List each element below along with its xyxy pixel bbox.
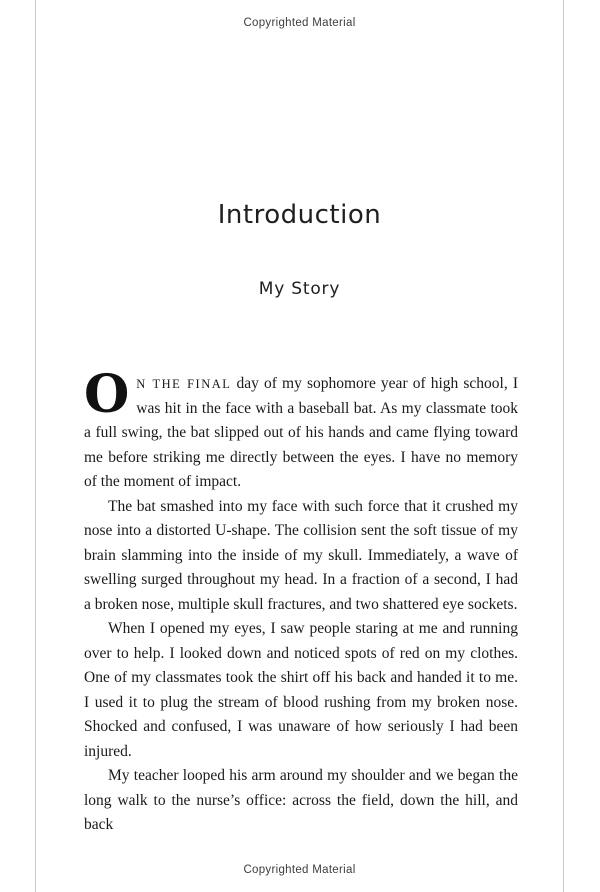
chapter-title: Introduction [217,200,382,230]
paragraph: My teacher looped his arm around my shoulder and we began the long walk to the nurse’s office: across the field, down the hill, and back [84,767,518,833]
copyright-banner-bottom: Copyrighted Material [243,864,356,876]
opening-paragraph-text: day of my sophomore year of high school, I was hit in the face with a baseball bat. As my classmate took a full swing, the bat slipped out of his hands and came flying toward me before striking me directly between the eyes. I have no memory of the moment of impact. [84,375,519,490]
paragraph: When I opened my eyes, I saw people staring at me and running over to help. I looked down and noticed spots of red on my clothes. One of my classmates took the shirt off his back and handed it to me. I used it to plug the stream of blood rushing from my broken nose. Shocked and confused, I was unaware of how seriously I had been injured. [84,620,518,760]
page [35,0,564,892]
copyright-banner-top: Copyrighted Material [243,17,356,29]
paragraph-opening [84,364,519,495]
body-text [84,364,519,838]
chapter-subtitle: My Story [258,279,341,299]
drop-cap: O [84,364,130,425]
opening-small-caps: N THE FINAL [136,377,232,391]
paragraph: The bat smashed into my face with such force that it crushed my nose into a distorted U-shape. The collision sent the soft tissue of my brain slamming into the inside of my skull. Immediately, a wave of swelling surged throughout my head. In a fraction of a second, I had a broken nose, multiple skull fractures, and two shattered eye sockets. [84,497,518,613]
